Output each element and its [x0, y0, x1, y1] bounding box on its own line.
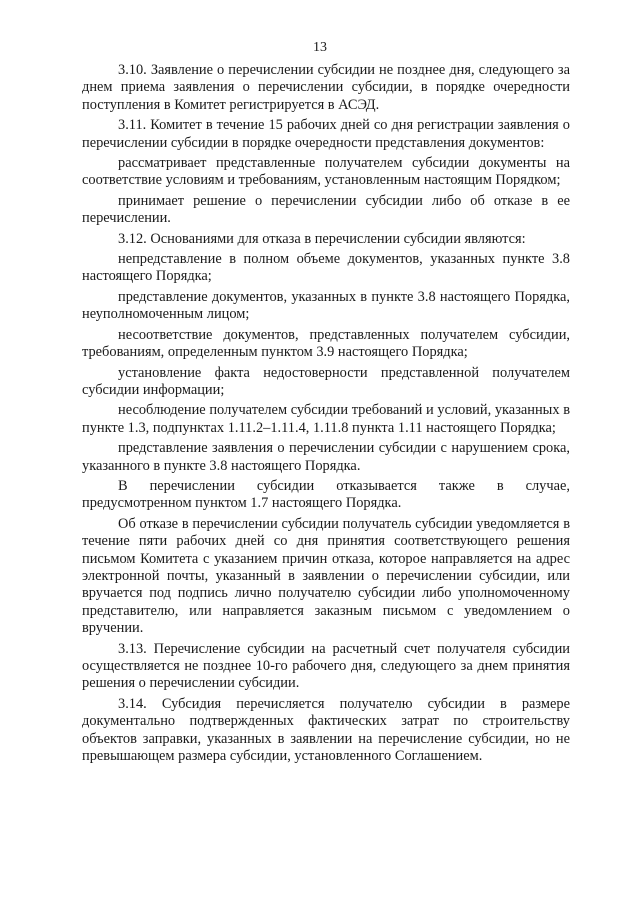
paragraph-3-12-item-4: установление факта недостоверности представленной получателем субсидии информации;: [82, 364, 570, 398]
paragraph-3-12-item-5: несоблюдение получателем субсидии требований и условий, указанных в пункте 1.3, подпунктах 1.11.2–1.11.4, 1.11.8 пункта 1.11 настоящего Порядка;: [82, 402, 570, 436]
paragraph-3-10: 3.10. Заявление о перечислении субсидии не позднее дня, следующего за днем приема заявления о перечислении субсидии, в порядке очередности поступления в Комитет регистрируется в АСЭД.: [82, 62, 570, 113]
paragraph-3-13: 3.13. Перечисление субсидии на расчетный счет получателя субсидии осуществляется не позднее 10-го рабочего дня, следующего за днем принятия решения о перечислении субсидии.: [82, 640, 570, 692]
paragraph-3-11: 3.11. Комитет в течение 15 рабочих дней со дня регистрации заявления о перечислении субсидии в порядке очередности представления документов:: [82, 117, 570, 151]
paragraph-3-12: 3.12. Основаниями для отказа в перечислении субсидии являются:: [118, 230, 526, 247]
page-number: 13: [313, 40, 327, 55]
paragraph-refusal-notice: Об отказе в перечислении субсидии получатель субсидии уведомляется в течение пяти рабочих дней со дня принятия соответствующего решения письмом Комитета с указанием причин отказа, которое направляется на адрес электронной почты, указанный в заявлении о перечислении субсидии, или вручается под подпись лично получателю субсидии либо уполномоченному представителю, или направляется заказным письмом с уведомлением о вручении.: [82, 515, 570, 637]
paragraph-3-12-item-1: непредставление в полном объеме документов, указанных пункте 3.8 настоящего Порядка;: [82, 251, 570, 285]
paragraph-refusal-case: В перечислении субсидии отказывается также в случае, предусмотренном пунктом 1.7 настоящего Порядка.: [82, 477, 570, 512]
paragraph-3-11-item-1: рассматривает представленные получателем субсидии документы на соответствие условиям и требованиям, установленным настоящим Порядком;: [82, 155, 570, 189]
paragraph-3-14: 3.14. Субсидия перечисляется получателю субсидии в размере документально подтвержденных фактических затрат по строительству объектов заправки, указанных в заявлении на перечисление субсидии, но не превышающем размера субсидии, установленного Соглашением.: [82, 695, 570, 765]
paragraph-3-12-item-3: несоответствие документов, представленных получателем субсидии, требованиям, определенным пунктом 3.9 настоящего Порядка;: [82, 326, 570, 361]
document-body: [82, 62, 570, 768]
paragraph-3-12-item-2: представление документов, указанных в пункте 3.8 настоящего Порядка, неуполномоченным лицом;: [82, 288, 570, 323]
paragraph-3-11-item-2: принимает решение о перечислении субсидии либо об отказе в ее перечислении.: [82, 192, 570, 227]
paragraph-3-12-item-6: представление заявления о перечислении субсидии с нарушением срока, указанного в пункте 3.8 настоящего Порядка.: [82, 440, 570, 474]
